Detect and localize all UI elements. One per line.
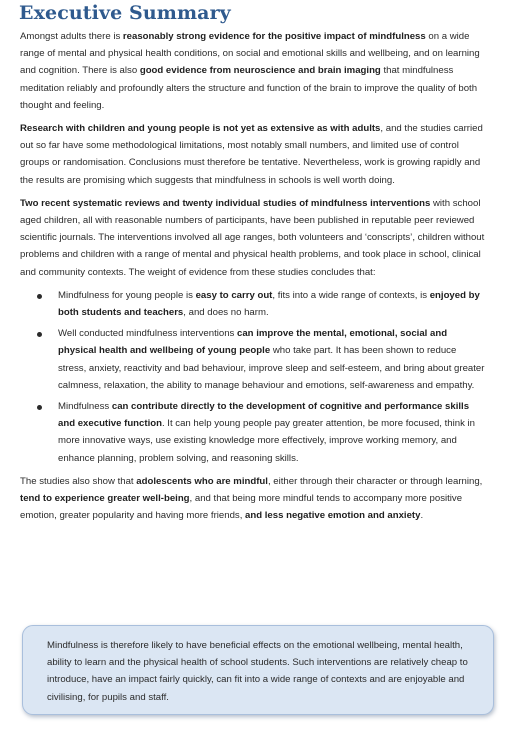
emphasis-run: can contribute directly to the development of cognitive and performance skills and executive function — [58, 401, 470, 430]
text-run: Well conducted mindfulness interventions — [58, 328, 238, 340]
emphasis-run: tend to experience greater well-being — [20, 493, 190, 505]
emphasis-run: good evidence from neuroscience and brain imaging — [139, 65, 381, 77]
text-run: , either through their character or through learning, — [267, 475, 483, 487]
bullet-icon — [37, 405, 42, 410]
summary-body — [20, 28, 486, 530]
text-run: who take part. It has been shown to reduce stress, anxiety, reactivity and bad behaviour, improve sleep and self-esteem, and bring about greater calmness, relaxation, the ability to manage behaviour and emotions, self-awareness and empathy. — [58, 345, 485, 391]
emphasis-run: Two recent systematic reviews and twenty individual studies of mindfulness interventions — [20, 197, 431, 209]
text-run: Amongst adults there is — [20, 31, 123, 42]
paragraph-adolescents — [20, 473, 486, 525]
text-run: . It can help young people pay greater attention, be more focused, think in more innovative ways, use existing knowledge more effectively, improve working memory, and enhance planning, problem solving, and reasoning skills. — [58, 418, 476, 464]
emphasis-run: reasonably strong evidence for the positive impact of mindfulness — [122, 31, 426, 42]
emphasis-run: and less negative emotion and anxiety — [245, 510, 421, 522]
paragraph-adult-evidence — [20, 28, 486, 114]
text-run: Mindfulness for young people is — [58, 289, 196, 301]
emphasis-run: Research with children and young people is not yet as extensive as with adults — [20, 123, 381, 135]
callout-text: Mindfulness is therefore likely to have beneficial effects on the emotional wellbeing, mental health, ability to learn and the physical health of school students. Such interventions are relatively cheap to introduce, have an impact fairly quickly, can fit into a wide range of contexts and are enjoyable and civilising, for pupils and staff. — [47, 640, 468, 703]
text-run: . — [420, 510, 424, 522]
list-item — [58, 325, 486, 394]
emphasis-run: can improve the mental, emotional, social and physical health and wellbeing of young people — [58, 328, 448, 357]
page-title: Executive Summary — [19, 2, 231, 24]
text-run: that mindfulness meditation reliably and profoundly alters the structure and function of the brain to improve the quality of both thought and feeling. — [20, 65, 478, 111]
text-run: , fits into a wide range of contexts, is — [272, 289, 430, 301]
bullet-icon — [37, 294, 42, 299]
list-item — [58, 287, 486, 321]
emphasis-run: adolescents who are mindful — [136, 475, 268, 487]
text-run: , and that being more mindful tends to accompany more positive emotion, greater popularity and having more friends, — [20, 493, 463, 522]
text-run: Mindfulness — [58, 401, 112, 413]
text-run: The studies also show that — [20, 475, 137, 487]
findings-list — [20, 287, 486, 467]
text-run: with school aged children, all with reasonable numbers of participants, have been published in reputable peer reviewed scientific journals. The interventions involved all age ranges, both volunteers and ‘conscripts’, children without problems and children with a range of mental and physical health problems, and took place in school, clinical and community contexts. The weight of evidence from these studies concludes that: — [20, 197, 485, 278]
paragraph-young-people-research — [20, 120, 486, 189]
text-run: , and does no harm. — [183, 307, 269, 319]
bullet-icon — [37, 332, 42, 337]
conclusion-callout-box — [22, 625, 494, 715]
list-item — [58, 398, 486, 467]
emphasis-run: easy to carry out — [195, 289, 273, 301]
text-run: , and the studies carried out so far have some methodological limitations, most notably small numbers, and limited use of control groups or randomisation. Conclusions must therefore be tentative. Nevertheless, work is growing rapidly and the results are promising which suggests that mindfulness in schools is well worth doing. — [20, 123, 483, 186]
emphasis-run: enjoyed by both students and teachers — [58, 289, 480, 319]
paragraph-systematic-reviews — [20, 195, 486, 281]
text-run: on a wide range of mental and physical health conditions, on social and emotional skills and wellbeing, and on learning and cognition. There is also — [20, 31, 480, 77]
